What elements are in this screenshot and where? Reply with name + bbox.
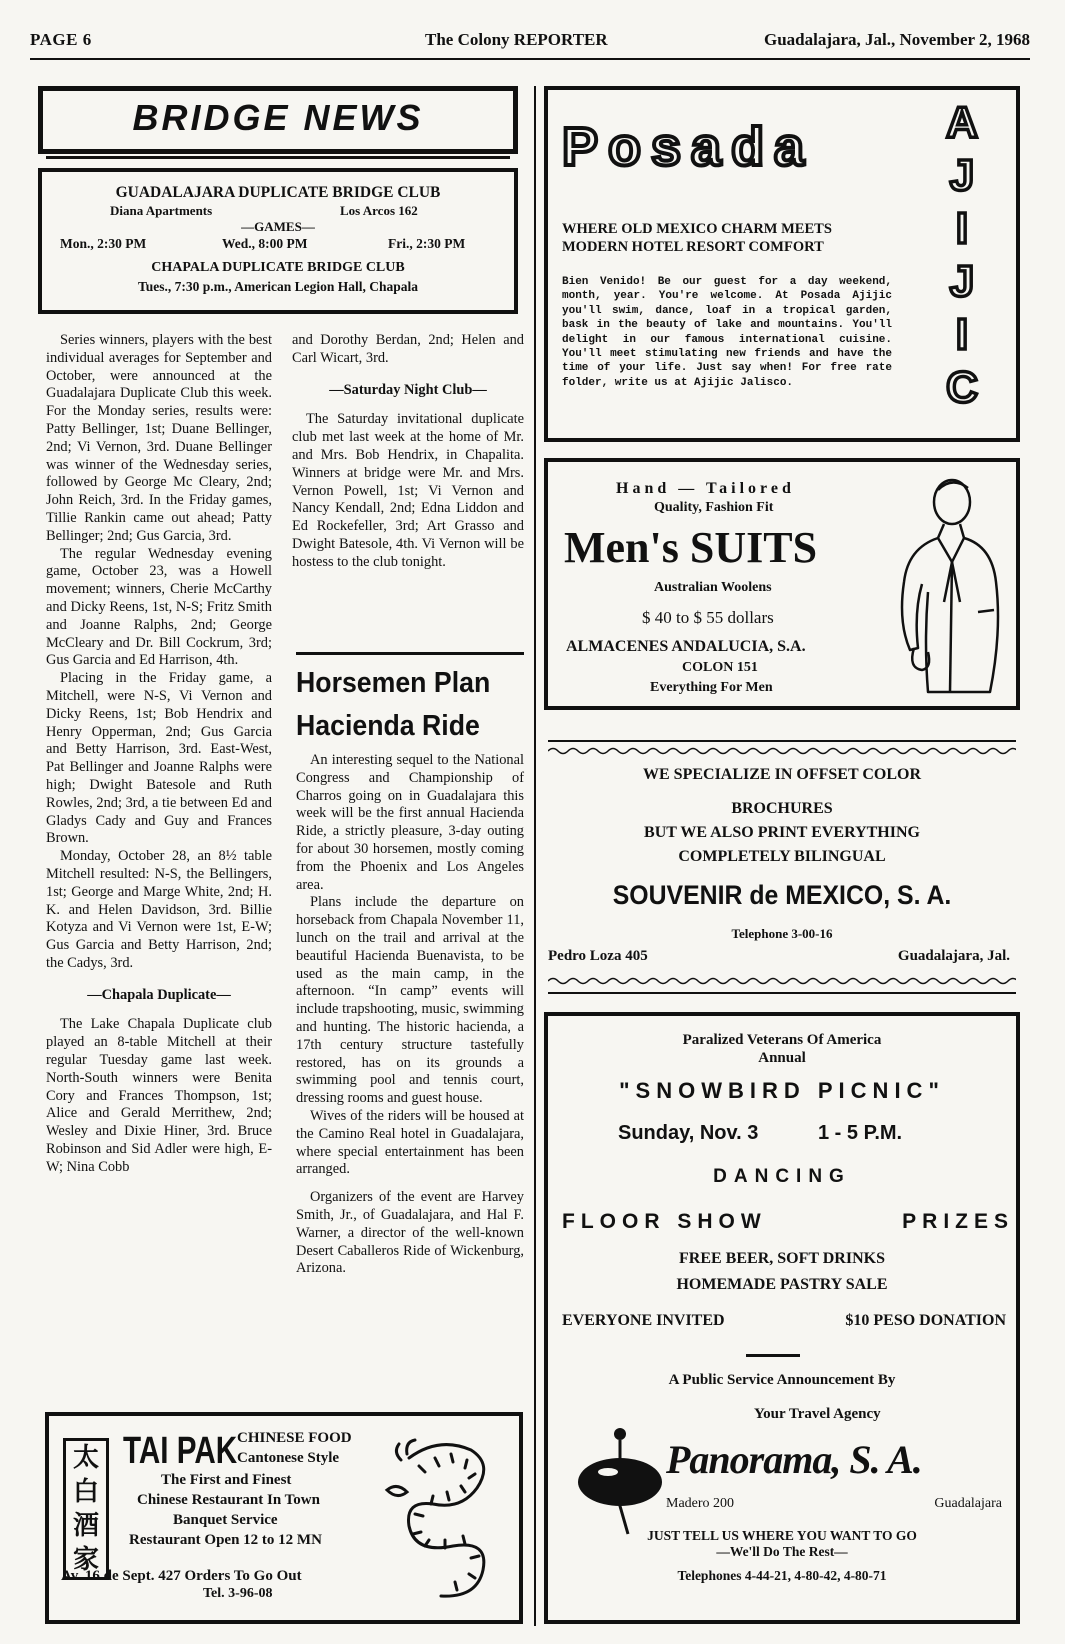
section-title: BRIDGE NEWS <box>132 97 424 138</box>
price-range: $ 40 to $ 55 dollars <box>642 608 774 627</box>
store-name: ALMACENES ANDALUCIA, S.A. <box>566 638 806 655</box>
agency-slogan2: —We'll Do The Rest— <box>716 1544 848 1559</box>
subhead: —Chapala Duplicate— <box>87 986 231 1003</box>
dragon-illustration <box>379 1430 507 1606</box>
offset-line2: BROCHURES <box>731 800 833 817</box>
horsemen-headline <box>296 662 506 748</box>
paragraph: Organizers of the event are Harvey Smith, Jr., of Guadalajara, and Hal F. Warner, a director of the well-known Desert Caballeros Ride of Wickenburg, Arizona. <box>296 1189 524 1277</box>
ajijic-letter: J <box>949 151 975 200</box>
man-in-suit-illustration <box>888 472 1010 700</box>
ajijic-letter: J <box>949 257 975 306</box>
ajijic-vertical-logo <box>932 96 992 414</box>
restaurant-name: TAI PAK <box>123 1430 238 1472</box>
club2-name: CHAPALA DUPLICATE BRIDGE CLUB <box>151 260 405 275</box>
header-rule <box>46 156 510 159</box>
floor-show: FLOOR SHOW <box>562 1210 767 1233</box>
free-beer: FREE BEER, SOFT DRINKS <box>679 1250 885 1267</box>
article-divider <box>296 652 524 655</box>
agency-slogan: JUST TELL US WHERE YOU WANT TO GO <box>647 1528 917 1543</box>
tai-pak-ad <box>45 1412 523 1624</box>
posada-logo: Posada <box>562 117 815 177</box>
game-monday: Mon., 2:30 PM <box>60 236 147 251</box>
snowbird-picnic-ad <box>544 1012 1020 1624</box>
games-label: —GAMES— <box>241 219 315 234</box>
horsemen-article <box>296 752 524 1278</box>
hours: Restaurant Open 12 to 12 MN <box>129 1532 322 1548</box>
offset-line1: WE SPECIALIZE IN OFFSET COLOR <box>643 766 921 783</box>
bridge-article-col2 <box>292 332 524 572</box>
event-date: Sunday, Nov. 3 <box>618 1122 759 1144</box>
bridge-club-box <box>38 168 518 314</box>
bridge-article-col1 <box>46 332 272 1177</box>
everyone-invited: EVERYONE INVITED <box>562 1312 725 1329</box>
paragraph: Placing in the Friday game, a Mitchell, were N-S, Vi Vernon and Dicky Reens, 1st; Bob Hendrix and Henry Opperman, 2nd; Gus Garcia and Betty Harrison, 3rd. East-West, Pat Bellinger and Joanne Ralphs were high; Dwight Batesole and Ruth Rowles, 2nd; 3rd, a tie between Ed and Gladys Cady and Guy and Frances Brown. <box>46 670 272 847</box>
posada-headline: WHERE OLD MEXICO CHARM MEETS MODERN HOTEL RESORT COMFORT <box>562 221 832 255</box>
club-address: Los Arcos 162 <box>340 203 418 218</box>
club-name: GUADALAJARA DUPLICATE BRIDGE CLUB <box>115 184 441 201</box>
store-address: COLON 151 <box>682 660 758 675</box>
hand-tailored: Hand — Tailored <box>616 480 795 497</box>
posada-body: Bien Venido! Be our guest for a day weekend, month, year. You're welcome. At Posada Ajijic you'll swim, dance, loaf in a tropical garden, bask in the beauty of lake and mountains. You'll delight in our famous international cuisine. You'll meet stimulating new friends and have the time of your life. Just say when! For free rate folder, write us at Ajijic Jalisco. <box>562 276 892 389</box>
australian-woolens: Australian Woolens <box>654 580 772 595</box>
event-time: 1 - 5 P.M. <box>818 1122 903 1144</box>
headline-line2: Hacienda Ride <box>296 710 480 742</box>
travel-globe-icon <box>568 1420 668 1538</box>
paragraph: Series winners, players with the best individual averages for September and October, were announced at the Guadalajara Duplicate Club this week. For the Monday series, results were: Patty Bellinger, 1st; Duane Bellinger, 2nd; Vi Vernon, 3rd. Duane Bellinger was winner of the Wednesday series, followed by George Mc Cleary, 2nd; John Reich, 3rd. In the Friday games, Tillie Rankin came out ahead; Patty Bellinger; 2nd; Gus Garcia, 3rd. <box>46 332 272 544</box>
souvenir-de-mexico-ad <box>548 740 1016 994</box>
offset-line3: BUT WE ALSO PRINT EVERYTHING <box>644 824 920 841</box>
paragraph: and Dorothy Berdan, 2nd; Helen and Carl Wicart, 3rd. <box>292 332 524 366</box>
agency-address: Madero 200 <box>666 1496 735 1511</box>
paragraph: An interesting sequel to the National Congress and Championship of Charros going on in Guadalajara this week will be the first annual Hacienda Ride, a strictly pleasure, 3-day outing for about 30 horsemen, mostly coming from the Phoenix and Los Angeles area. <box>296 752 524 893</box>
bridge-news-header <box>38 86 518 154</box>
club-venue: Diana Apartments <box>110 203 213 218</box>
mens-suits-ad <box>544 458 1020 710</box>
chinese-characters: 太白酒家 <box>63 1438 109 1580</box>
store-tagline: Everything For Men <box>650 680 773 695</box>
offset-line4: COMPLETELY BILINGUAL <box>678 848 886 865</box>
ajijic-letter: I <box>955 204 969 253</box>
dateline: Guadalajara, Jal., November 2, 1968 <box>763 30 1030 49</box>
annual: Annual <box>758 1050 806 1066</box>
wavy-border-bottom <box>548 976 1016 986</box>
column-divider <box>534 86 536 1626</box>
ajijic-letter: A <box>946 98 978 147</box>
game-friday: Fri., 2:30 PM <box>388 236 466 251</box>
posada-ajijic-ad <box>544 86 1020 442</box>
paragraph: The regular Wednesday evening game, October 23, was a Howell movement; winners, Cherie McCarthy and Dicky Reens, 1st, N-S; Fritz Smith and Joanne Ralphs, 2nd; George McCleary and Dr. Bill Cockrum, 3rd; Gus Garcia and Ed Harrison, 4th. <box>46 545 272 669</box>
paragraph: The Lake Chapala Duplicate club played an 8-table Mitchell at their regular Tuesday game last week. North-South winners were Benita Cory and Frances Thompson, 1st; Alice and Gerald Merrithew, 2nd; Wesley and Dixie Hiner, 3rd. Bruce Robinson and Sid Adler were high, E-W; Nina Cobb <box>46 1016 272 1175</box>
short-rule <box>746 1354 800 1357</box>
game-wednesday: Wed., 8:00 PM <box>222 236 308 251</box>
telephone: Tel. 3-96-08 <box>203 1586 273 1601</box>
company-telephone: Telephone 3-00-16 <box>731 926 833 941</box>
organizer: Paralized Veterans Of America <box>682 1032 882 1048</box>
agency-city: Guadalajara <box>934 1496 1002 1511</box>
masthead <box>30 30 1030 56</box>
headline-line1: Horsemen Plan <box>296 667 491 699</box>
subhead: —Saturday Night Club— <box>329 381 487 398</box>
fashion-fit: Quality, Fashion Fit <box>654 500 774 515</box>
wavy-border-top <box>548 746 1016 756</box>
tagline3: Banquet Service <box>173 1512 278 1528</box>
ajijic-letter: I <box>955 310 969 359</box>
masthead-rule <box>30 58 1030 60</box>
paragraph: Wives of the riders will be housed at the Camino Real hotel in Guadalajara, where special entertainment has been arranged. <box>296 1107 524 1178</box>
agency-logo: Panorama, S. A. <box>666 1437 922 1482</box>
public-service: A Public Service Announcement By <box>668 1372 896 1388</box>
prizes: PRIZES <box>902 1210 1014 1233</box>
donation: $10 PESO DONATION <box>845 1312 1006 1329</box>
pastry-sale: HOMEMADE PASTRY SALE <box>676 1276 888 1293</box>
company-city: Guadalajara, Jal. <box>897 948 1010 964</box>
dancing: DANCING <box>713 1166 851 1187</box>
ajijic-letter: C <box>946 363 978 412</box>
event-title: "SNOWBIRD PICNIC" <box>619 1078 945 1103</box>
agency-telephones: Telephones 4-44-21, 4-80-42, 4-80-71 <box>677 1568 887 1583</box>
cantonese-style: Cantonese Style <box>237 1450 340 1466</box>
tagline2: Chinese Restaurant In Town <box>137 1492 320 1508</box>
paragraph: The Saturday invitational duplicate club met last week at the home of Mr. and Mrs. Bob Hendrix, in Chapalita. Winners at bridge were Mr. and Mrs. Vernon Powell, 1st; Vi Vernon and Nancy Kendall, 2nd; Edna Liddon and Ed Rockefeller, 3rd; Art Grasso and Dwight Batesole, 4th. Vi Vernon will be hostess to the club tonight. <box>292 411 524 570</box>
travel-agency: Your Travel Agency <box>754 1406 881 1422</box>
paragraph: Monday, October 28, an 8½ table Mitchell resulted: N-S, the Bellingers, 1st; George and Marge White, 2nd; H. K. and Helen Davidson, 3rd. Billie Kotyza and Vi Vernon were 1st, E-W; Gus Garcia and Betty Harrison, 2nd; the Cadys, 3rd. <box>46 848 272 971</box>
company-name: SOUVENIR de MEXICO, S. A. <box>612 880 952 910</box>
page-number: PAGE 6 <box>30 30 92 49</box>
address: Av. 16 de Sept. 427 Orders To Go Out <box>61 1568 302 1584</box>
chinese-food: CHINESE FOOD <box>237 1430 352 1446</box>
suits-title: Men's SUITS <box>564 523 818 572</box>
club2-info: Tues., 7:30 p.m., American Legion Hall, Chapala <box>137 279 419 294</box>
paragraph: Plans include the departure on horseback from Chapala November 11, lunch on the trail and arrival at the beautiful Hacienda Buenavista, to be used as the main camp, in the afternoon. “In camp” events will include trapshooting, music, swimming and hunting. The historic hacienda, a 17th century structure tastefully restored, has on its grounds a swimming pool and tennis court, dressing rooms and guest house. <box>296 894 524 1107</box>
newspaper-name: The Colony REPORTER <box>425 30 608 49</box>
company-address: Pedro Loza 405 <box>548 948 648 964</box>
tagline1: The First and Finest <box>161 1472 292 1488</box>
